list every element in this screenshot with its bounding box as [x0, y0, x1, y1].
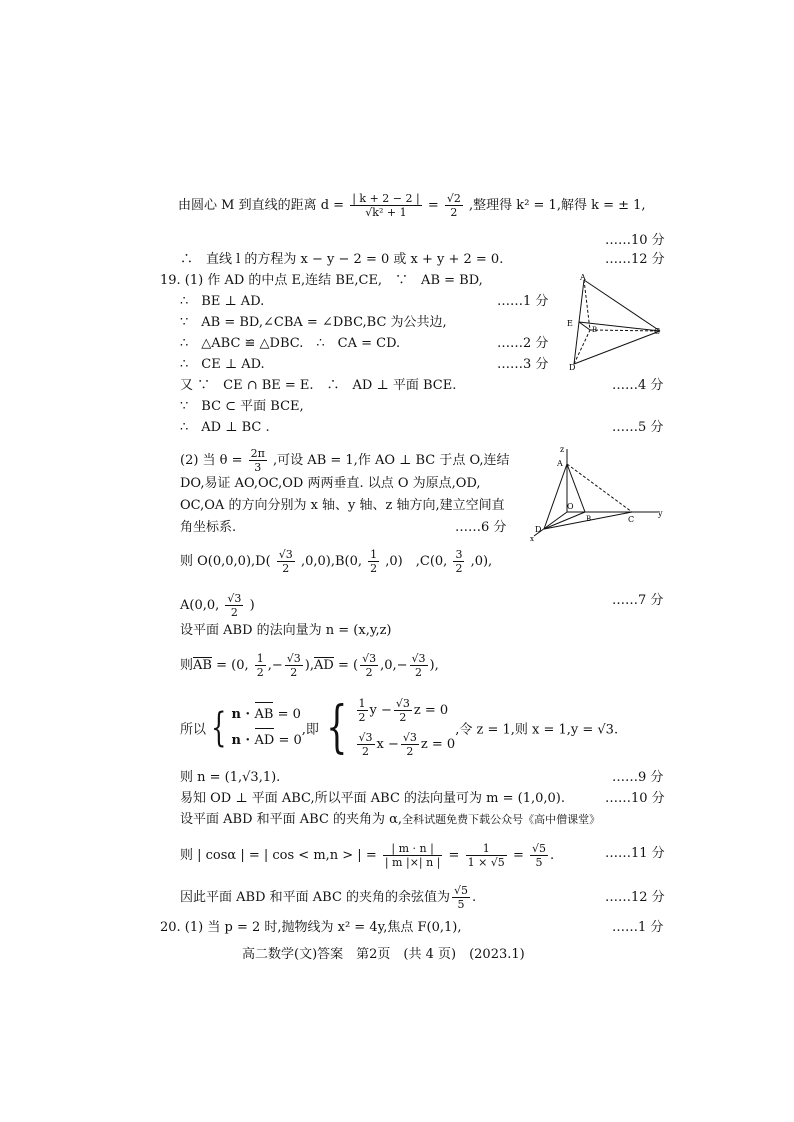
score: ……5 分 [612, 420, 664, 435]
coordinate-figure [530, 444, 665, 542]
proof-line: ∴ △ABC ≌ △DBC. ∴ CA = CD. [180, 336, 401, 351]
text: 设平面 ABD 和平面 ABC 的夹角为 α, [180, 812, 403, 827]
numerator: 3 [455, 548, 463, 561]
fraction [410, 652, 428, 679]
text: 则 | cosα | = | cos < m,n > | = [180, 848, 377, 863]
text: = 0 [273, 707, 301, 722]
fraction [249, 447, 267, 474]
text: ,0) ,C(0, [385, 554, 448, 569]
eq-3 [355, 694, 456, 728]
text: 则 O(0,0,0),D( [180, 554, 271, 569]
numerator: √3 [286, 652, 301, 665]
denominator: 2 [445, 205, 463, 219]
coordinates-line [180, 548, 492, 575]
denominator: 2 [256, 666, 264, 679]
part2-line: DO,易证 AO,OC,OD 两两垂直. 以点 O 为原点,OD, [180, 476, 481, 491]
part2-line: OC,OA 的方向分别为 x 轴、y 轴、z 轴方向,建立空间直 [180, 498, 505, 513]
text: ), [429, 658, 439, 673]
fraction [383, 842, 443, 869]
text: ,0), [470, 554, 493, 569]
text: 因此平面 ABD 和平面 ABC 的夹角的余弦值为 [180, 890, 451, 905]
numerator: 1 [370, 548, 378, 561]
numerator: √5 [532, 842, 547, 855]
text: z = 0 [413, 703, 449, 718]
axis-z: z [560, 445, 565, 454]
tetrahedron-figure [562, 272, 662, 372]
score: ……11 分 [605, 846, 665, 861]
numerator: | m · n | [391, 842, 434, 855]
fraction [255, 652, 266, 679]
fraction [445, 192, 463, 219]
label-c: C [628, 515, 635, 524]
score: ……4 分 [612, 378, 664, 393]
coordinates-line [180, 592, 255, 619]
score-12: ……12 分 [605, 252, 665, 267]
denominator: 2 [360, 665, 378, 679]
eq-1 [231, 702, 301, 728]
vector-ab: AB [193, 658, 212, 673]
line-equation: ∴ 直线 l 的方程为 x − y − 2 = 0 或 x + y + 2 = 0. [180, 252, 504, 267]
q20-heading: 20. (1) 当 p = 2 时,抛物线为 x² = 4y,焦点 F(0,1), [160, 920, 462, 935]
axis-y: y [658, 509, 663, 518]
numerator: √5 [454, 884, 469, 897]
text: ,− [267, 658, 283, 673]
n-vector-line: 则 n = (1,√3,1). [180, 770, 281, 785]
text: 则 [180, 658, 194, 673]
left-brace: { [211, 705, 227, 751]
proof-line: ∵ AB = BD,∠CBA = ∠DBC,BC 为公共边, [180, 315, 447, 330]
denominator: 2 [225, 605, 243, 619]
denominator: 2 [357, 744, 375, 758]
fraction [360, 652, 378, 679]
text: = [512, 848, 524, 863]
system-1 [231, 702, 301, 754]
part2-line: 角坐标系. [180, 520, 237, 535]
score: ……9 分 [612, 770, 664, 785]
label-d: D [535, 525, 542, 534]
numerator: 1 [256, 652, 264, 665]
equation-system-line [180, 694, 618, 762]
denominator: 5 [452, 897, 470, 911]
label-b: B [592, 326, 598, 334]
text: = [448, 848, 460, 863]
text: ,整理得 k² = 1,解得 k = ± 1, [469, 198, 646, 213]
fraction [394, 697, 412, 724]
text: n · [231, 733, 255, 748]
numerator: √3 [411, 652, 426, 665]
numerator: 1 [482, 842, 490, 855]
proof-line: ∴ BE ⊥ AD. [180, 294, 265, 309]
text: n · [231, 707, 255, 722]
m-vector-line: 易知 OD ⊥ 平面 ABC,所以平面 ABC 的法向量可为 m = (1,0,0). [180, 791, 565, 806]
numerator: √3 [227, 592, 242, 605]
conclusion-line [180, 884, 476, 911]
numerator: √3 [395, 697, 410, 710]
fraction [357, 731, 375, 758]
text: A(0,0, [180, 598, 220, 613]
numerator: √3 [278, 548, 293, 561]
text: 由圆心 M 到直线的距离 d = [178, 198, 345, 213]
text: x − [376, 737, 399, 752]
label-d: D [569, 363, 576, 372]
score: ……1 分 [612, 920, 664, 935]
text: = ( [333, 658, 359, 673]
proof-line: ∵ BC ⊂ 平面 BCE, [180, 399, 304, 414]
score: ……2 分 [497, 336, 549, 351]
denominator: √k² + 1 [350, 205, 422, 219]
page-footer: 高二数学(文)答案 第2页 (共 4 页) (2023.1) [242, 947, 525, 962]
q19-heading: 19. (1) 作 AD 的中点 E,连结 BE,CE, ∵ AB = BD, [160, 273, 483, 288]
angle-line [180, 811, 600, 829]
denominator: 2 [285, 665, 303, 679]
fraction [357, 697, 368, 724]
denominator: 2 [358, 711, 366, 724]
denominator: 2 [277, 561, 295, 575]
vector-ad: AD [314, 658, 334, 673]
proof-line: ∴ CE ⊥ AD. [180, 357, 265, 372]
numerator: | k + 2 − 2 | [352, 192, 420, 205]
fraction [466, 842, 507, 869]
vector-ad: AD [255, 728, 275, 754]
fraction [453, 548, 464, 575]
label-b: B [586, 515, 592, 523]
label-e: E [567, 319, 573, 328]
text: = [427, 198, 439, 213]
score: ……6 分 [455, 520, 507, 535]
score: ……1 分 [497, 294, 549, 309]
fraction [452, 884, 470, 911]
denominator: 5 [530, 855, 548, 869]
text: y − [369, 703, 392, 718]
denominator: 1 × √5 [467, 856, 505, 869]
part2-line [180, 447, 510, 474]
text: 所以 [180, 722, 207, 738]
denominator: 2 [401, 744, 419, 758]
fraction [225, 592, 243, 619]
fraction [277, 548, 295, 575]
fraction [285, 652, 303, 679]
fraction [401, 731, 419, 758]
text: ,0,− [380, 658, 408, 673]
text: . [550, 848, 555, 863]
denominator: 2 [455, 562, 463, 575]
fraction [368, 548, 379, 575]
axis-x: x [530, 535, 534, 542]
normal-vector-line: 设平面 ABD 的法向量为 n = (x,y,z) [180, 623, 392, 638]
text: ,令 z = 1,则 x = 1,y = √3. [455, 722, 619, 738]
proof-line: 又 ∵ CE ∩ BE = E. ∴ AD ⊥ 平面 BCE. [180, 378, 457, 393]
vector-ab: AB [255, 702, 274, 728]
score: ……3 分 [497, 357, 549, 372]
denominator: 2 [370, 562, 378, 575]
label-a: A [557, 459, 563, 468]
label-c: C [654, 327, 661, 336]
vector-line [180, 652, 439, 679]
denominator: 2 [394, 710, 412, 724]
text: . [472, 890, 477, 905]
fraction [530, 842, 548, 869]
label-a: A [580, 273, 586, 282]
numerator: √3 [402, 731, 417, 744]
watermark-note: 全科试题免费下载公众号《高中僧课堂》 [402, 813, 601, 826]
score: ……7 分 [612, 593, 664, 608]
text: = 0 [274, 733, 302, 748]
score-10: ……10 分 [605, 233, 665, 248]
text: (2) 当 θ = [180, 453, 243, 468]
text: = (0, [211, 658, 249, 673]
text: ,即 [301, 722, 319, 738]
denominator: | m |×| n | [384, 856, 441, 869]
numerator: √2 [446, 192, 461, 205]
text: ) [249, 598, 255, 613]
numerator: √3 [358, 731, 373, 744]
numerator: 1 [358, 697, 366, 710]
text: z = 0 [420, 737, 456, 752]
score: ……12 分 [605, 890, 665, 905]
cosine-line [180, 842, 554, 869]
eq-2 [231, 728, 301, 754]
distance-line [178, 192, 646, 219]
denominator: 2 [410, 665, 428, 679]
system-2 [355, 694, 456, 762]
left-brace: { [326, 695, 348, 760]
numerator: 2π [250, 447, 265, 460]
fraction [350, 192, 422, 219]
numerator: √3 [362, 652, 377, 665]
text: ), [304, 658, 315, 673]
denominator: 3 [249, 460, 267, 474]
proof-line: ∴ AD ⊥ BC . [180, 420, 270, 435]
score: ……10 分 [605, 791, 665, 806]
eq-4 [355, 728, 456, 762]
label-o: O [567, 502, 574, 511]
text: ,0,0),B(0, [300, 554, 362, 569]
text: ,可设 AB = 1,作 AO ⊥ BC 于点 O,连结 [273, 453, 510, 468]
